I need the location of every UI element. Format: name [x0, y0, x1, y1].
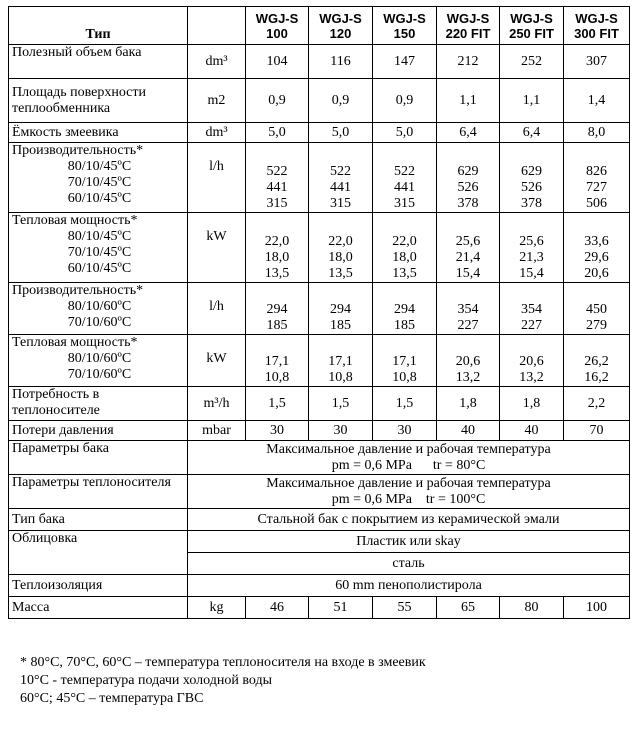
unit-cell: kW	[188, 335, 246, 387]
value-cell: 294 185	[246, 283, 309, 335]
value-cell: 1,5	[373, 387, 437, 421]
model-header: WGJ-S 300 FIT	[564, 7, 630, 45]
table-row-volume	[9, 45, 630, 79]
value-cell: 80	[500, 597, 564, 619]
value-cell: 26,2 16,2	[564, 335, 630, 387]
unit-cell: m³/h	[188, 387, 246, 421]
row-label: Потери давления	[9, 421, 188, 441]
value-cell: 5,0	[246, 123, 309, 143]
row-label: Масса	[9, 597, 188, 619]
value-cell: 25,6 21,4 15,4	[437, 213, 500, 283]
type-header: Тип	[9, 7, 188, 45]
row-label: Производительность* 80/10/45ºC 70/10/45ºC 60/10/45ºC	[9, 143, 188, 213]
table-row-coil	[9, 123, 630, 143]
value-cell: 17,1 10,8	[373, 335, 437, 387]
row-label: Тип бака	[9, 509, 188, 531]
value-cell: 65	[437, 597, 500, 619]
value-cell: 252	[500, 45, 564, 79]
unit-cell: mbar	[188, 421, 246, 441]
table-row-insulation	[9, 575, 630, 597]
value-cell: 0,9	[309, 79, 373, 123]
value-cell: 0,9	[373, 79, 437, 123]
value-cell: 22,0 18,0 13,5	[246, 213, 309, 283]
unit-header	[188, 7, 246, 45]
table-row-performance-60	[9, 283, 630, 335]
value-cell: 522 441 315	[246, 143, 309, 213]
table-row-mass	[9, 597, 630, 619]
value-cell: 104	[246, 45, 309, 79]
value-cell: 5,0	[309, 123, 373, 143]
value-cell: 1,8	[500, 387, 564, 421]
value-cell: 307	[564, 45, 630, 79]
value-cell: 1,1	[437, 79, 500, 123]
spanning-value: сталь	[188, 553, 630, 575]
table-row-fluid-params	[9, 475, 630, 509]
value-cell: 294 185	[373, 283, 437, 335]
value-cell: 17,1 10,8	[246, 335, 309, 387]
value-cell: 147	[373, 45, 437, 79]
footnote: 60°C; 45°C – температура ГВС	[20, 691, 204, 706]
unit-cell: m2	[188, 79, 246, 123]
row-label: Потребность в теплоносителе	[9, 387, 188, 421]
unit-cell: l/h	[188, 283, 246, 335]
table-row-cladding	[9, 531, 630, 553]
value-cell: 22,0 18,0 13,5	[309, 213, 373, 283]
value-cell: 1,5	[309, 387, 373, 421]
value-cell: 20,6 13,2	[500, 335, 564, 387]
value-cell: 8,0	[564, 123, 630, 143]
unit-cell: kg	[188, 597, 246, 619]
value-cell: 294 185	[309, 283, 373, 335]
row-label: Полезный объем бака	[9, 45, 188, 79]
table-row-area	[9, 79, 630, 123]
table-row-tank-type	[9, 509, 630, 531]
value-cell: 100	[564, 597, 630, 619]
value-cell: 20,6 13,2	[437, 335, 500, 387]
model-header: WGJ-S 100	[246, 7, 309, 45]
value-cell: 22,0 18,0 13,5	[373, 213, 437, 283]
row-label: Параметры бака	[9, 441, 188, 475]
value-cell: 51	[309, 597, 373, 619]
value-cell: 522 441 315	[373, 143, 437, 213]
value-cell: 70	[564, 421, 630, 441]
value-cell: 1,5	[246, 387, 309, 421]
table-row-demand	[9, 387, 630, 421]
table-row-power-60	[9, 335, 630, 387]
value-cell: 33,6 29,6 20,6	[564, 213, 630, 283]
model-header: WGJ-S 220 FIT	[437, 7, 500, 45]
unit-cell: dm³	[188, 45, 246, 79]
spanning-value: Максимальное давление и рабочая температура pm = 0,6 MPa tr = 100°C	[188, 475, 630, 509]
value-cell: 55	[373, 597, 437, 619]
row-label: Облицовка	[9, 531, 188, 575]
value-cell: 1,1	[500, 79, 564, 123]
value-cell: 1,8	[437, 387, 500, 421]
specifications-table	[8, 6, 630, 619]
footnotes	[20, 654, 426, 708]
row-label: Ёмкость змеевика	[9, 123, 188, 143]
row-label: Площадь поверхности теплообменника	[9, 79, 188, 123]
spanning-value: 60 mm пенополистирола	[188, 575, 630, 597]
value-cell: 17,1 10,8	[309, 335, 373, 387]
value-cell: 450 279	[564, 283, 630, 335]
unit-cell: l/h	[188, 143, 246, 213]
value-cell: 522 441 315	[309, 143, 373, 213]
spanning-value: Пластик или skay	[188, 531, 630, 553]
value-cell: 0,9	[246, 79, 309, 123]
value-cell: 25,6 21,3 15,4	[500, 213, 564, 283]
value-cell: 30	[246, 421, 309, 441]
spanning-value: Максимальное давление и рабочая температура pm = 0,6 MPa tr = 80°C	[188, 441, 630, 475]
unit-cell: dm³	[188, 123, 246, 143]
table-row-performance-45	[9, 143, 630, 213]
value-cell: 212	[437, 45, 500, 79]
row-label: Параметры теплоносителя	[9, 475, 188, 509]
row-label: Производительность* 80/10/60ºC 70/10/60ºC	[9, 283, 188, 335]
value-cell: 6,4	[500, 123, 564, 143]
value-cell: 116	[309, 45, 373, 79]
spanning-value: Стальной бак с покрытием из керамической эмали	[188, 509, 630, 531]
table-row-tank-params	[9, 441, 630, 475]
row-label: Теплоизоляция	[9, 575, 188, 597]
model-header: WGJ-S 120	[309, 7, 373, 45]
footnote: 10°C - температура подачи холодной воды	[20, 673, 273, 688]
header-row	[9, 7, 630, 45]
model-header: WGJ-S 250 FIT	[500, 7, 564, 45]
row-label: Тепловая мощность* 80/10/45ºC 70/10/45ºC 60/10/45ºC	[9, 213, 188, 283]
value-cell: 6,4	[437, 123, 500, 143]
value-cell: 629 526 378	[437, 143, 500, 213]
table-row-power-45	[9, 213, 630, 283]
table-row-pressure-loss	[9, 421, 630, 441]
value-cell: 40	[500, 421, 564, 441]
value-cell: 826 727 506	[564, 143, 630, 213]
footnote: * 80°C, 70°C, 60°C – температура теплоносителя на входе в змеевик	[20, 655, 426, 670]
unit-cell: kW	[188, 213, 246, 283]
row-label: Тепловая мощность* 80/10/60ºC 70/10/60ºC	[9, 335, 188, 387]
value-cell: 629 526 378	[500, 143, 564, 213]
value-cell: 30	[373, 421, 437, 441]
value-cell: 46	[246, 597, 309, 619]
value-cell: 354 227	[437, 283, 500, 335]
value-cell: 30	[309, 421, 373, 441]
value-cell: 40	[437, 421, 500, 441]
value-cell: 5,0	[373, 123, 437, 143]
value-cell: 2,2	[564, 387, 630, 421]
model-header: WGJ-S 150	[373, 7, 437, 45]
value-cell: 354 227	[500, 283, 564, 335]
value-cell: 1,4	[564, 79, 630, 123]
